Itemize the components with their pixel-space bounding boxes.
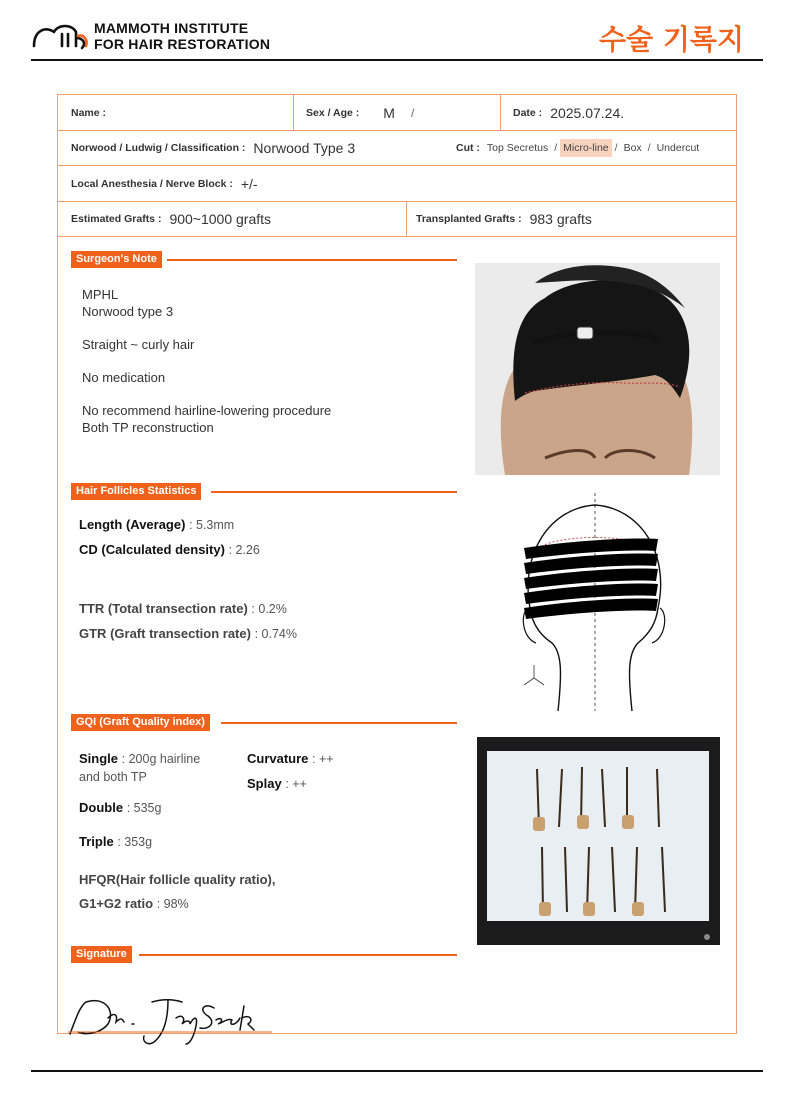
note-line: Norwood type 3 (82, 304, 174, 319)
logo (32, 18, 282, 54)
name-label: Name : (71, 106, 107, 119)
date-cell[interactable] (513, 95, 733, 130)
norwood-value: Norwood Type 3 (253, 140, 356, 156)
note-line: No recommend hairline-lowering procedure (82, 403, 332, 418)
anesthesia-label: Local Anesthesia / Nerve Block : (71, 177, 233, 190)
scalp-diagram (510, 493, 670, 713)
estimated-grafts-cell[interactable] (71, 202, 401, 236)
gqi-double: Double : 535g (79, 800, 162, 815)
anesthesia-value: +/- (240, 175, 258, 192)
estimated-grafts-value: 900~1000 grafts (169, 211, 272, 227)
gqi-triple: Triple : 353g (79, 834, 153, 849)
gqi-header (71, 714, 457, 730)
stat-ttr: TTR (Total transection rate) : 0.2% (79, 601, 287, 616)
note-line: Straight ~ curly hair (82, 337, 195, 352)
note-line: Both TP reconstruction (82, 420, 214, 435)
sex-value: M (383, 104, 395, 121)
grafts-photo (477, 737, 720, 945)
date-label: Date : (513, 106, 543, 119)
anesthesia-cell[interactable] (71, 166, 671, 201)
gqi-splay: Splay : ++ (247, 776, 307, 791)
date-value: 2025.07.24. (550, 104, 625, 121)
surgeon-note-body (82, 286, 331, 436)
gqi-hfqr: HFQR(Hair follicle quality ratio), (79, 872, 276, 887)
estimated-grafts-label: Estimated Grafts : (71, 213, 162, 225)
row-anesthesia (58, 166, 736, 202)
cut-label: Cut : (456, 142, 480, 154)
row-grafts (58, 202, 736, 237)
gqi-g1g2: G1+G2 ratio : 98% (79, 896, 189, 911)
signature-image (64, 988, 276, 1050)
surgeon-note-heading: Surgeon's Note (71, 251, 162, 268)
transplanted-grafts-label: Transplanted Grafts : (416, 213, 522, 225)
sex-age-label: Sex / Age : (306, 106, 360, 119)
cut-option-top-secretus[interactable]: Top Secretus (486, 142, 549, 154)
statistics-heading: Hair Follicles Statistics (71, 483, 201, 500)
cut-option-box[interactable]: Box (623, 142, 642, 154)
signature-header (71, 946, 457, 962)
surgeon-note-header (71, 251, 457, 267)
gqi-heading: GQI (Graft Quality index) (71, 714, 210, 731)
stat-gtr: GTR (Graft transection rate) : 0.74% (79, 626, 297, 641)
mammoth-logo-icon (32, 20, 90, 50)
sex-age-cell[interactable] (306, 95, 496, 130)
statistics-header (71, 483, 457, 499)
note-line: No medication (82, 370, 166, 385)
cut-cell: Cut : Top Secretus / Micro-line / Box / Undercut (456, 131, 728, 165)
logo-line-2: FOR HAIR RESTORATION (94, 36, 271, 52)
gqi-single: Single : 200g hairline and both TP (79, 751, 201, 784)
logo-line-1: MAMMOTH INSTITUTE (94, 20, 249, 36)
cut-option-micro-line[interactable]: Micro-line (560, 139, 612, 157)
header-rule (31, 59, 763, 61)
sex-age-separator: / (410, 105, 415, 120)
stat-length: Length (Average) : 5.3mm (79, 517, 235, 532)
transplanted-grafts-cell[interactable] (416, 202, 726, 236)
row-name-sex-date (58, 95, 736, 131)
norwood-label: Norwood / Ludwig / Classification : (71, 142, 246, 154)
gqi-curvature: Curvature : ++ (247, 751, 334, 766)
signature-heading: Signature (71, 946, 132, 963)
stat-cd: CD (Calculated density) : 2.26 (79, 542, 260, 557)
note-line: MPHL (82, 287, 119, 302)
footer-rule (31, 1070, 763, 1072)
norwood-cell[interactable] (71, 131, 451, 165)
transplanted-grafts-value: 983 grafts (529, 211, 592, 227)
name-cell[interactable] (71, 95, 291, 130)
cut-option-undercut[interactable]: Undercut (656, 142, 700, 154)
page-title: 수술 기록지 (599, 23, 744, 56)
row-norwood-cut (58, 131, 736, 166)
patient-photo (475, 263, 720, 475)
